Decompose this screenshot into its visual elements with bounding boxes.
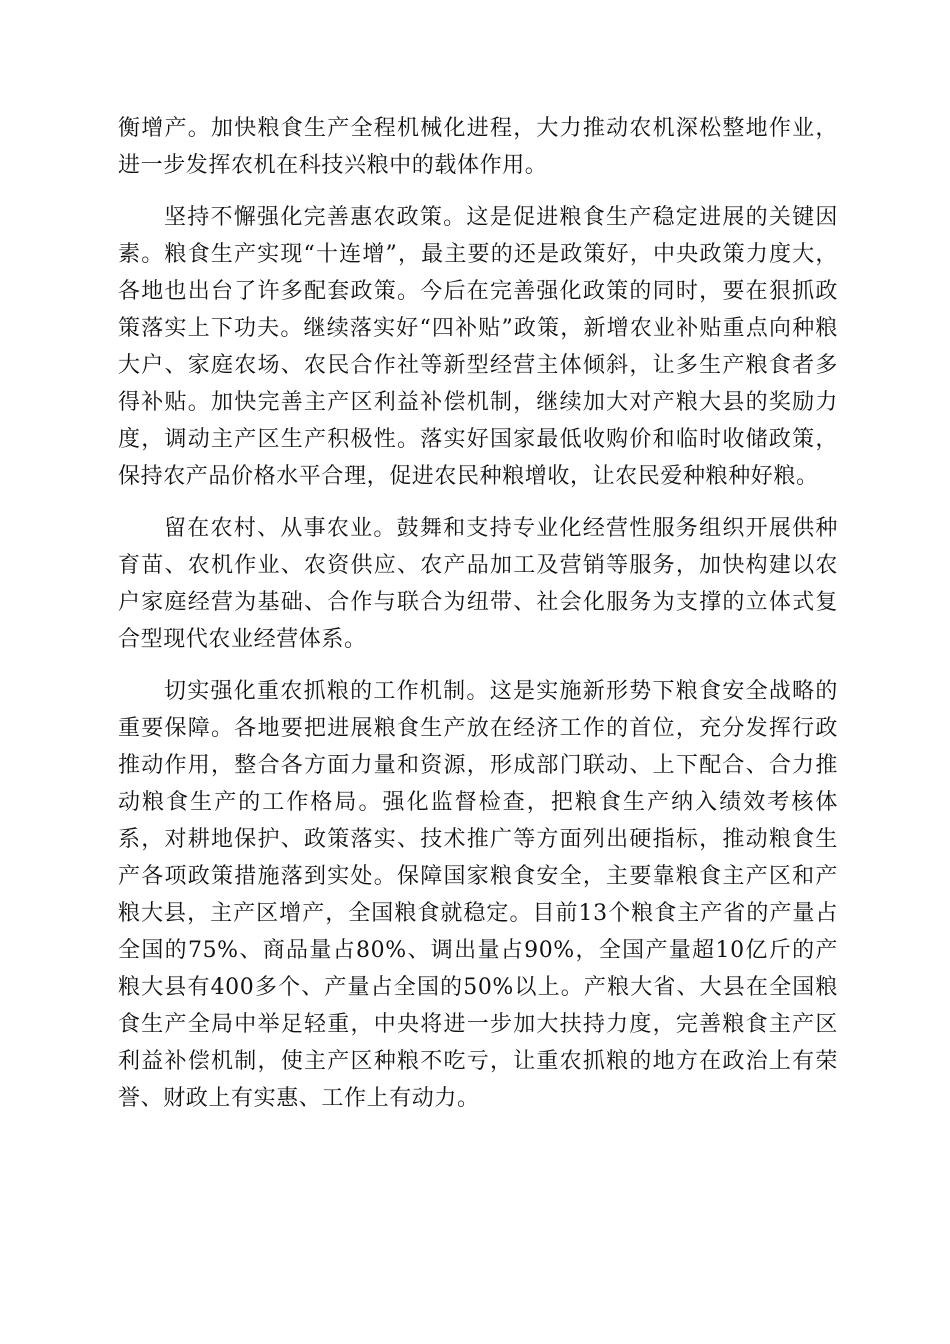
paragraph-rural-service: 留在农村、从事农业。鼓舞和支持专业化经营性服务组织开展供种育苗、农机作业、农资供应、农产品加工及营销等服务，加快构建以农户家庭经营为基础、合作与联合为纽带、社会化服务为支撑的立体式复合型现代农业经营体系。 xyxy=(118,516,838,652)
document-body xyxy=(118,110,838,1132)
paragraph-work-mechanism: 切实强化重农抓粮的工作机制。这是实施新形势下粮食安全战略的重要保障。各地要把进展粮食生产放在经济工作的首位，充分发挥行政推动作用，整合各方面力量和资源，形成部门联动、上下配合、合力推动粮食生产的工作格局。强化监督检查，把粮食生产纳入绩效考核体系，对耕地保护、政策落实、技术推广等方面列出硬指标，推动粮食生产各项政策措施落到实处。保障国家粮食安全，主要靠粮食主产区和产粮大县，主产区增产，全国粮食就稳定。目前13个粮食主产省的产量占全国的75%、商品量占80%、调出量占90%，全国产量超10亿斤的产粮大县有400多个、产量占全国的50%以上。产粮大省、大县在全国粮食生产全局中举足轻重，中央将进一步加大扶持力度，完善粮食主产区利益补偿机制，使主产区种粮不吃亏，让重农抓粮的地方在政治上有荣誉、财政上有实惠、工作上有动力。 xyxy=(118,679,838,1111)
paragraph-policy: 坚持不懈强化完善惠农政策。这是促进粮食生产稳定进展的关键因素。粮食生产实现“十连增”，最主要的还是政策好，中央政策力度大，各地也出台了许多配套政策。今后在完善强化政策的同时，要在狠抓政策落实上下功夫。继续落实好“四补贴”政策，新增农业补贴重点向种粮大户、家庭农场、农民合作社等新型经营主体倾斜，让多生产粮食者多得补贴。加快完善主产区利益补偿机制，继续加大对产粮大县的奖励力度，调动主产区生产积极性。落实好国家最低收购价和临时收储政策，保持农产品价格水平合理，促进农民种粮增收，让农民爱种粮种好粮。 xyxy=(118,205,838,489)
paragraph-continuation: 衡增产。加快粮食生产全程机械化进程，大力推动农机深松整地作业，进一步发挥农机在科技兴粮中的载体作用。 xyxy=(118,116,838,178)
